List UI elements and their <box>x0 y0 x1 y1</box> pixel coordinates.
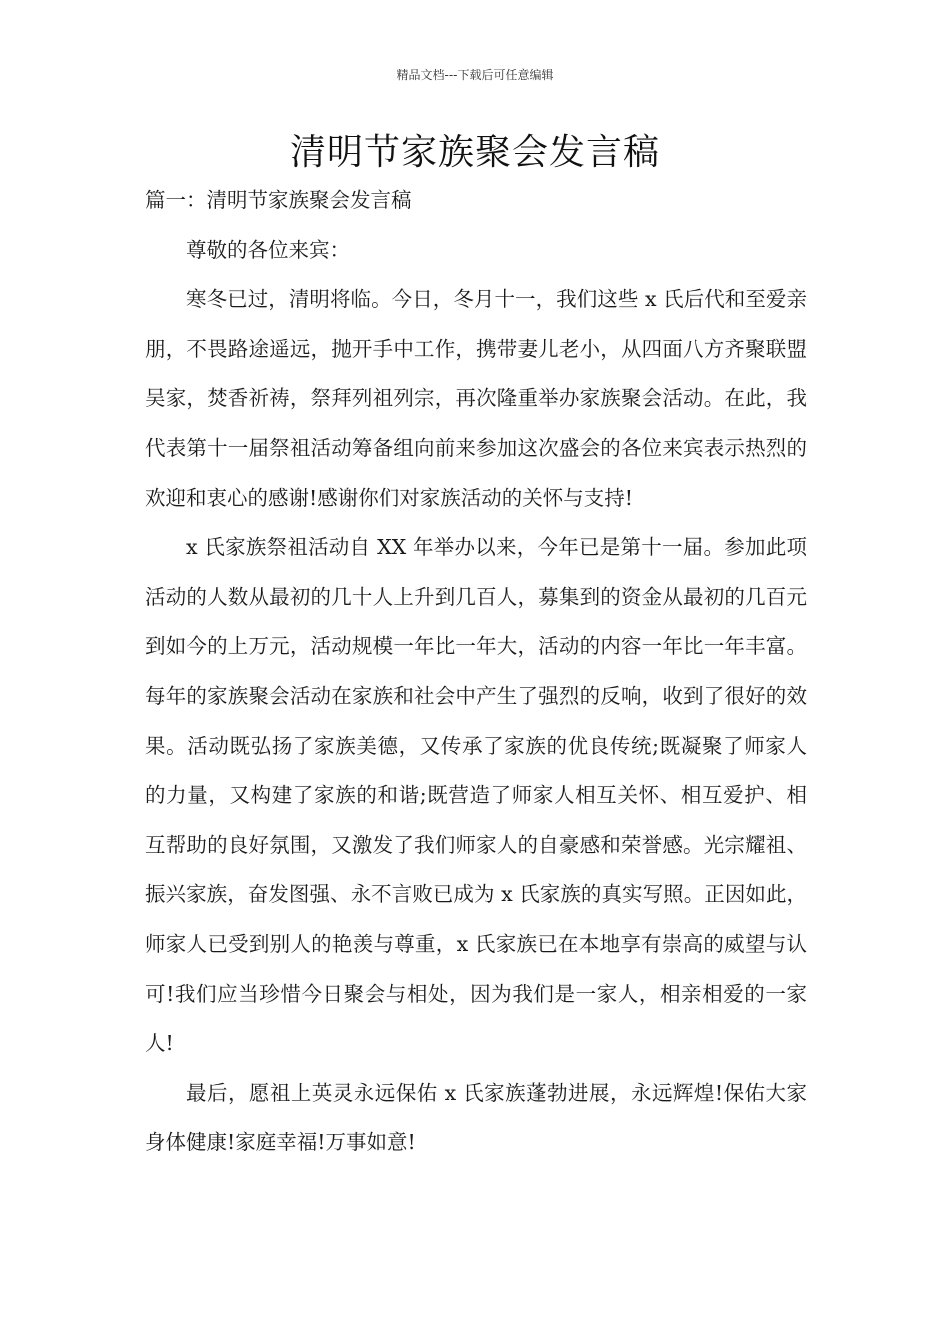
document-body <box>145 176 807 1168</box>
page-header-watermark: 精品文档---下载后可任意编辑 <box>396 68 554 82</box>
paragraph-welcome: 寒冬已过，清明将临。今日，冬月十一，我们这些 x 氏后代和至爱亲朋，不畏路途遥远，抛开手中工作，携带妻儿老小，从四面八方齐聚联盟吴家，焚香祈祷，祭拜列祖列宗，再次隆重举办家族聚会活动。在此，我代表第十一届祭祖活动筹备组向前来参加这次盛会的各位来宾表示热烈的欢迎和衷心的感谢!感谢你们对家族活动的关怀与支持! <box>145 287 807 510</box>
paragraph-history: x 氏家族祭祖活动自 XX 年举办以来，今年已是第十一届。参加此项活动的人数从最初的几十人上升到几百人，募集到的资金从最初的几百元到如今的上万元，活动规模一年比一年大，活动的内容一年比一年丰富。每年的家族聚会活动在家族和社会中产生了强烈的反响，收到了很好的效果。活动既弘扬了家族美德，又传承了家族的优良传统;既凝聚了师家人的力量，又构建了家族的和谐;既营造了师家人相互关怀、相互爱护、相互帮助的良好氛围，又激发了我们师家人的自豪感和荣誉感。光宗耀祖、振兴家族，奋发图强、永不言败已成为 x 氏家族的真实写照。正因如此，师家人已受到别人的艳羡与尊重，x 氏家族已在本地享有崇高的威望与认可!我们应当珍惜今日聚会与相处，因为我们是一家人，相亲相爱的一家人! <box>145 535 807 1056</box>
salutation: 尊敬的各位来宾： <box>186 237 350 262</box>
paragraph-closing: 最后，愿祖上英灵永远保佑 x 氏家族蓬勃进展，永远辉煌!保佑大家身体健康!家庭幸福!万事如意! <box>145 1080 807 1155</box>
document-title: 清明节家族聚会发言稿 <box>289 132 660 173</box>
section-heading: 篇一：清明节家族聚会发言稿 <box>145 188 412 212</box>
